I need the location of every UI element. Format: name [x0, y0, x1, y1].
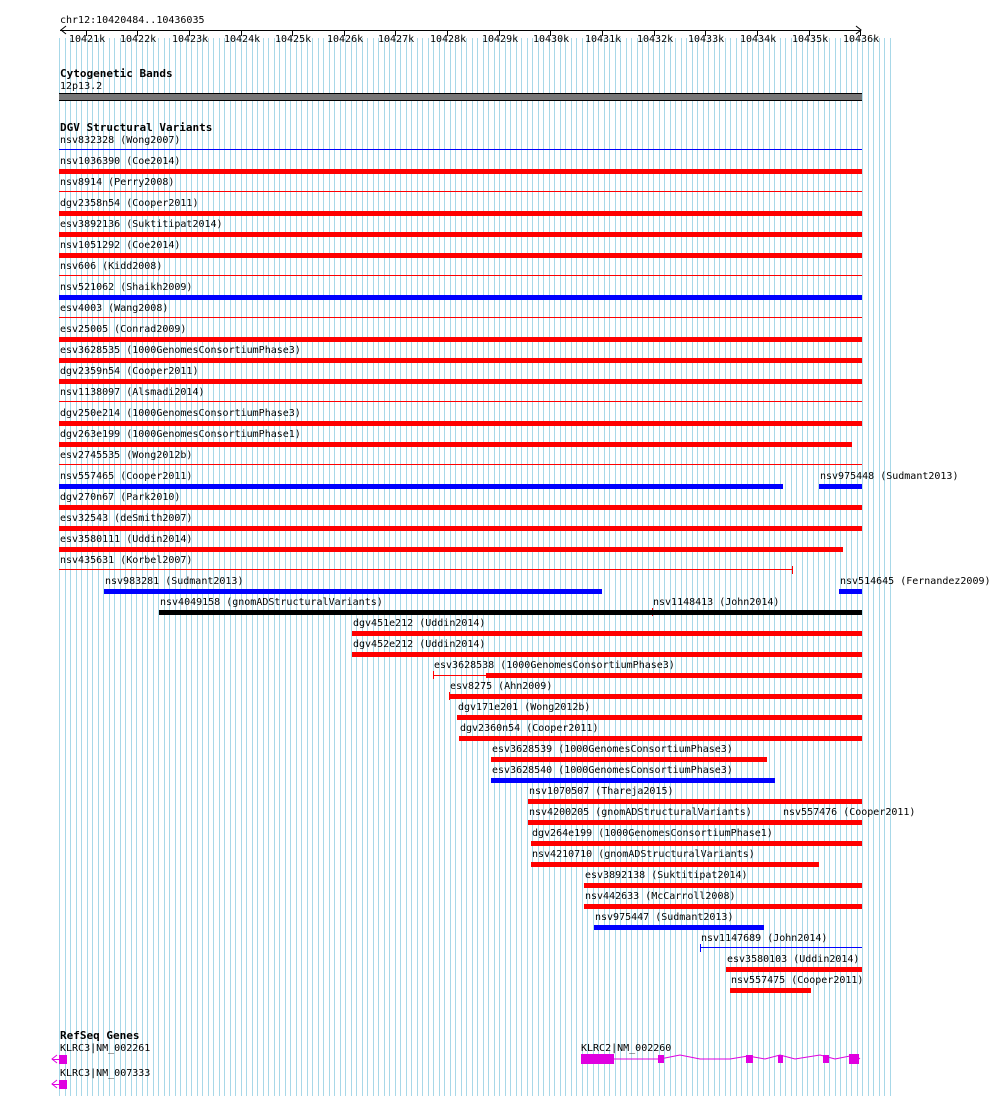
grid-line — [455, 38, 456, 1096]
variant-label[interactable]: nsv1036390 (Coe2014) — [60, 156, 181, 167]
variant-label[interactable]: esv8275 (Ahn2009) — [450, 681, 553, 692]
grid-line — [829, 38, 830, 1096]
variant-label[interactable]: esv3628539 (1000GenomesConsortiumPhase3) — [492, 744, 733, 755]
grid-line — [681, 38, 682, 1096]
grid-line — [615, 38, 616, 1096]
variant-bar[interactable] — [59, 526, 862, 531]
ruler-tick-label: 10423k — [172, 34, 209, 45]
variant-label[interactable]: dgv171e201 (Wong2012b) — [458, 702, 591, 713]
grid-line — [873, 38, 874, 1096]
variant-label[interactable]: nsv4200205 (gnomADStructuralVariants) — [529, 807, 752, 818]
grid-line — [120, 38, 121, 1096]
variant-label[interactable]: nsv8914 (Perry2008) — [60, 177, 175, 188]
variant-label[interactable]: nsv1051292 (Coe2014) — [60, 240, 181, 251]
variant-label[interactable]: esv3892138 (Suktitipat2014) — [585, 870, 748, 881]
variant-label[interactable]: esv3628535 (1000GenomesConsortiumPhase3) — [60, 345, 301, 356]
variant-bar[interactable] — [459, 736, 862, 741]
ruler-tick-label: 10422k — [120, 34, 157, 45]
variant-label[interactable]: esv3580111 (Uddin2014) — [60, 534, 193, 545]
ruler-tick-label: 10434k — [740, 34, 777, 45]
variant-bar[interactable] — [59, 275, 862, 276]
refseq-track-title: RefSeq Genes — [60, 1029, 140, 1042]
grid-line — [554, 38, 555, 1096]
grid-line — [323, 38, 324, 1096]
variant-label[interactable]: dgv270n67 (Park2010) — [60, 492, 181, 503]
variant-label[interactable]: nsv975448 (Sudmant2013) — [820, 471, 959, 482]
variant-label[interactable]: esv32543 (deSmith2007) — [60, 513, 193, 524]
grid-line — [461, 38, 462, 1096]
grid-line — [76, 38, 77, 1096]
variant-label[interactable]: nsv557465 (Cooper2011) — [60, 471, 193, 482]
grid-line — [153, 38, 154, 1096]
grid-line — [252, 38, 253, 1096]
variant-bar[interactable] — [449, 694, 862, 699]
grid-line — [433, 38, 434, 1096]
grid-line — [494, 38, 495, 1096]
variant-bar[interactable] — [457, 715, 862, 720]
ruler-tick-label: 10430k — [533, 34, 570, 45]
grid-line — [582, 38, 583, 1096]
variant-bar[interactable] — [491, 757, 767, 762]
grid-line — [576, 38, 577, 1096]
variant-label[interactable]: nsv514645 (Fernandez2009) — [840, 576, 991, 587]
grid-line — [472, 38, 473, 1096]
ruler-tick-label: 10428k — [430, 34, 467, 45]
grid-line — [604, 38, 605, 1096]
variant-label[interactable]: nsv1147689 (John2014) — [701, 933, 828, 944]
variant-bar[interactable] — [59, 358, 862, 363]
variant-label[interactable]: nsv1070507 (Thareja2015) — [529, 786, 674, 797]
grid-line — [692, 38, 693, 1096]
variant-bar[interactable] — [59, 421, 862, 426]
ruler-tick-label: 10432k — [637, 34, 674, 45]
variant-bar[interactable] — [59, 569, 792, 570]
variant-bar[interactable] — [59, 191, 862, 192]
variant-bar[interactable] — [352, 631, 862, 636]
grid-line — [378, 38, 379, 1096]
variant-bar[interactable] — [531, 841, 862, 846]
grid-line — [593, 38, 594, 1096]
variant-bar[interactable] — [584, 883, 862, 888]
grid-line — [598, 38, 599, 1096]
grid-line — [835, 38, 836, 1096]
grid-line — [697, 38, 698, 1096]
grid-line — [400, 38, 401, 1096]
grid-line — [538, 38, 539, 1096]
grid-line — [186, 38, 187, 1096]
ruler-tick-label: 10433k — [688, 34, 725, 45]
variant-bar[interactable] — [59, 149, 862, 150]
variant-label[interactable]: esv3628540 (1000GenomesConsortiumPhase3) — [492, 765, 733, 776]
variant-thin-segment — [433, 675, 486, 676]
variant-label[interactable]: dgv264e199 (1000GenomesConsortiumPhase1) — [532, 828, 773, 839]
grid-line — [626, 38, 627, 1096]
grid-line — [532, 38, 533, 1096]
variant-bar[interactable] — [528, 799, 862, 804]
grid-line — [620, 38, 621, 1096]
grid-line — [208, 38, 209, 1096]
variant-bar[interactable] — [700, 947, 862, 948]
grid-line — [230, 38, 231, 1096]
grid-line — [483, 38, 484, 1096]
variant-label[interactable]: nsv975447 (Sudmant2013) — [595, 912, 734, 923]
variant-label[interactable]: esv2745535 (Wong2012b) — [60, 450, 193, 461]
gene-label-klrc3-1[interactable]: KLRC3|NM_002261 — [60, 1043, 151, 1054]
grid-line — [417, 38, 418, 1096]
grid-line — [136, 38, 137, 1096]
variant-label[interactable]: dgv2358n54 (Cooper2011) — [60, 198, 199, 209]
grid-line — [268, 38, 269, 1096]
grid-line — [664, 38, 665, 1096]
grid-line — [301, 38, 302, 1096]
grid-line — [879, 38, 880, 1096]
variant-bar[interactable] — [59, 211, 862, 216]
grid-line — [356, 38, 357, 1096]
grid-line — [565, 38, 566, 1096]
grid-line — [642, 38, 643, 1096]
grid-line — [158, 38, 159, 1096]
dgv-track-title: DGV Structural Variants — [60, 121, 213, 134]
variant-bar[interactable] — [839, 589, 862, 594]
ruler-axis — [60, 30, 861, 31]
grid-line — [169, 38, 170, 1096]
grid-line — [851, 38, 852, 1096]
cytoband-bottom-edge — [59, 100, 862, 101]
variant-bar[interactable] — [104, 589, 602, 594]
grid-line — [516, 38, 517, 1096]
variant-label[interactable]: nsv442633 (McCarroll2008) — [585, 891, 736, 902]
gene-label-klrc2[interactable]: KLRC2|NM_002260 — [581, 1043, 672, 1054]
grid-line — [527, 38, 528, 1096]
grid-line — [362, 38, 363, 1096]
variant-bar[interactable] — [531, 862, 819, 867]
variant-bar[interactable] — [59, 505, 862, 510]
variant-label[interactable]: esv25005 (Conrad2009) — [60, 324, 187, 335]
variant-bar[interactable] — [59, 232, 862, 237]
grid-line — [840, 38, 841, 1096]
grid-line — [274, 38, 275, 1096]
gene-exon-klrc3-1[interactable] — [59, 1055, 67, 1064]
grid-line — [109, 38, 110, 1096]
grid-line — [521, 38, 522, 1096]
variant-label[interactable]: nsv521062 (Shaikh2009) — [60, 282, 193, 293]
grid-line — [488, 38, 489, 1096]
variant-bar[interactable] — [59, 295, 862, 300]
grid-line — [466, 38, 467, 1096]
grid-line — [670, 38, 671, 1096]
grid-line — [114, 38, 115, 1096]
variant-label[interactable]: dgv250e214 (1000GenomesConsortiumPhase3) — [60, 408, 301, 419]
grid-line — [131, 38, 132, 1096]
grid-line — [505, 38, 506, 1096]
cytoband-track-title: Cytogenetic Bands — [60, 67, 173, 80]
variant-label[interactable]: nsv983281 (Sudmant2013) — [105, 576, 244, 587]
ruler-tick-label: 10427k — [378, 34, 415, 45]
grid-line — [98, 38, 99, 1096]
grid-line — [246, 38, 247, 1096]
grid-line — [351, 38, 352, 1096]
grid-line — [389, 38, 390, 1096]
grid-line — [890, 38, 891, 1096]
variant-bar[interactable] — [59, 484, 783, 489]
grid-line — [373, 38, 374, 1096]
variant-label[interactable]: nsv435631 (Korbel2007) — [60, 555, 193, 566]
gene-label-klrc3-2[interactable]: KLRC3|NM_007333 — [60, 1068, 151, 1079]
grid-line — [213, 38, 214, 1096]
grid-line — [609, 38, 610, 1096]
variant-bar[interactable] — [352, 652, 862, 657]
grid-line — [631, 38, 632, 1096]
variant-bar[interactable] — [59, 337, 862, 342]
variant-bar[interactable] — [59, 401, 862, 402]
grid-line — [862, 38, 863, 1096]
grid-line — [543, 38, 544, 1096]
variant-label[interactable]: dgv451e212 (Uddin2014) — [353, 618, 486, 629]
variant-end-tick — [433, 671, 434, 679]
grid-line — [65, 38, 66, 1096]
ruler-tick-label: 10436k — [843, 34, 880, 45]
grid-line — [659, 38, 660, 1096]
variant-label[interactable]: esv4003 (Wang2008) — [60, 303, 169, 314]
variant-bar[interactable] — [59, 464, 862, 465]
grid-line — [428, 38, 429, 1096]
grid-line — [345, 38, 346, 1096]
grid-line — [444, 38, 445, 1096]
variant-bar[interactable] — [486, 673, 862, 678]
gene-structure-klrc2[interactable] — [580, 1053, 870, 1067]
grid-line — [549, 38, 550, 1096]
ruler-tick-label: 10421k — [69, 34, 106, 45]
variant-bar[interactable] — [594, 925, 764, 930]
grid-line — [285, 38, 286, 1096]
variant-bar[interactable] — [726, 967, 862, 972]
ruler-tick-label: 10431k — [585, 34, 622, 45]
variant-label[interactable]: dgv263e199 (1000GenomesConsortiumPhase1) — [60, 429, 301, 440]
grid-line — [81, 38, 82, 1096]
variant-label[interactable]: nsv1138097 (Alsmadi2014) — [60, 387, 205, 398]
grid-line — [560, 38, 561, 1096]
variant-bar[interactable] — [584, 904, 862, 909]
grid-line — [142, 38, 143, 1096]
grid-line — [202, 38, 203, 1096]
grid-line — [334, 38, 335, 1096]
grid-line — [857, 38, 858, 1096]
variant-label[interactable]: dgv2360n54 (Cooper2011) — [460, 723, 599, 734]
grid-line — [318, 38, 319, 1096]
variant-label[interactable]: nsv557476 (Cooper2011) — [783, 807, 916, 818]
ruler-tick-label: 10424k — [224, 34, 261, 45]
ruler-tick-label: 10426k — [327, 34, 364, 45]
variant-label[interactable]: nsv557475 (Cooper2011) — [731, 975, 864, 986]
grid-line — [395, 38, 396, 1096]
grid-line — [296, 38, 297, 1096]
variant-bar[interactable] — [819, 484, 862, 489]
variant-label[interactable]: dgv452e212 (Uddin2014) — [353, 639, 486, 650]
variant-label[interactable]: nsv1148413 (John2014) — [653, 597, 780, 608]
variant-label[interactable]: nsv4210710 (gnomADStructuralVariants) — [532, 849, 755, 860]
grid-line — [884, 38, 885, 1096]
variant-end-tick — [700, 944, 701, 952]
grid-line — [219, 38, 220, 1096]
variant-label[interactable]: esv3892136 (Suktitipat2014) — [60, 219, 223, 230]
grid-line — [175, 38, 176, 1096]
grid-line — [241, 38, 242, 1096]
variant-bar[interactable] — [59, 169, 862, 174]
grid-line — [191, 38, 192, 1096]
variant-label[interactable]: nsv832328 (Wong2007) — [60, 135, 181, 146]
ruler-tick-label: 10435k — [792, 34, 829, 45]
grid-line — [70, 38, 71, 1096]
grid-line — [224, 38, 225, 1096]
grid-line — [257, 38, 258, 1096]
variant-bar[interactable] — [159, 610, 862, 615]
variant-label[interactable]: nsv606 (Kidd2008) — [60, 261, 163, 272]
grid-line — [290, 38, 291, 1096]
grid-line — [367, 38, 368, 1096]
grid-line — [340, 38, 341, 1096]
variant-label[interactable]: nsv4049158 (gnomADStructuralVariants) — [160, 597, 383, 608]
ruler-left-arrow — [60, 26, 68, 34]
variant-bar[interactable] — [730, 988, 811, 993]
grid-line — [235, 38, 236, 1096]
grid-line — [87, 38, 88, 1096]
position-label: chr12:10420484..10436035 — [60, 15, 205, 26]
grid-line — [197, 38, 198, 1096]
variant-bar[interactable] — [528, 820, 862, 825]
grid-line — [571, 38, 572, 1096]
gene-exon-klrc3-2[interactable] — [59, 1080, 67, 1089]
grid-line — [675, 38, 676, 1096]
grid-line — [180, 38, 181, 1096]
grid-line — [263, 38, 264, 1096]
ruler-tick-label: 10425k — [275, 34, 312, 45]
variant-label[interactable]: esv3628538 (1000GenomesConsortiumPhase3) — [434, 660, 675, 671]
grid-line — [648, 38, 649, 1096]
variant-end-tick — [449, 692, 450, 700]
variant-label[interactable]: dgv2359n54 (Cooper2011) — [60, 366, 199, 377]
ruler-right-arrow — [855, 26, 863, 34]
grid-line — [422, 38, 423, 1096]
grid-line — [846, 38, 847, 1096]
grid-line — [499, 38, 500, 1096]
variant-bar[interactable] — [59, 442, 852, 447]
cytoband-label: 12p13.2 — [60, 81, 103, 92]
variant-end-tick — [792, 566, 793, 574]
grid-line — [637, 38, 638, 1096]
grid-line — [147, 38, 148, 1096]
grid-line — [92, 38, 93, 1096]
grid-line — [653, 38, 654, 1096]
grid-line — [384, 38, 385, 1096]
grid-line — [439, 38, 440, 1096]
grid-line — [103, 38, 104, 1096]
grid-line — [477, 38, 478, 1096]
grid-line — [587, 38, 588, 1096]
grid-line — [307, 38, 308, 1096]
variant-bar[interactable] — [59, 317, 862, 318]
grid-line — [329, 38, 330, 1096]
grid-line — [279, 38, 280, 1096]
grid-line — [450, 38, 451, 1096]
grid-line — [411, 38, 412, 1096]
grid-line — [868, 38, 869, 1096]
variant-label[interactable]: esv3580103 (Uddin2014) — [727, 954, 860, 965]
grid-line — [312, 38, 313, 1096]
grid-line — [164, 38, 165, 1096]
variant-bar[interactable] — [59, 253, 862, 258]
grid-line — [125, 38, 126, 1096]
grid-line — [686, 38, 687, 1096]
variant-bar[interactable] — [59, 379, 862, 384]
grid-line — [406, 38, 407, 1096]
grid-line — [510, 38, 511, 1096]
variant-bar[interactable] — [491, 778, 775, 783]
variant-bar[interactable] — [59, 547, 843, 552]
ruler-tick-label: 10429k — [482, 34, 519, 45]
grid-line — [59, 38, 60, 1096]
